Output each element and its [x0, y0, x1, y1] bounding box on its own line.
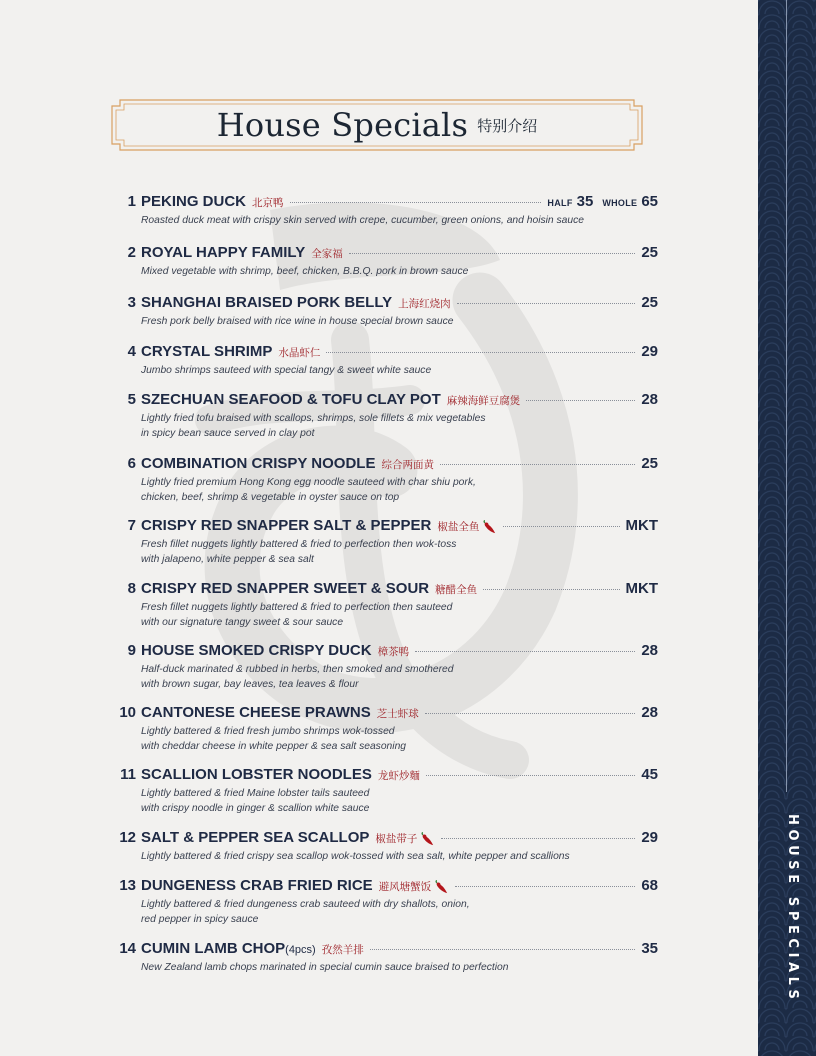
- menu-item-header: [112, 244, 658, 264]
- page-title: [110, 106, 644, 144]
- menu-item-chinese-name: 椒盐带子: [375, 833, 418, 845]
- menu-item-name-text: CRISPY RED SNAPPER SALT & PEPPER: [141, 517, 432, 534]
- menu-item-name-text: SHANGHAI BRAISED PORK BELLY: [141, 294, 393, 311]
- menu-item-description: chicken, beef, shrimp & vegetable in oyster sauce on top: [141, 492, 400, 503]
- dot-leader: [415, 651, 635, 652]
- menu-item-price: MKT: [625, 580, 658, 597]
- menu-item-price: [547, 193, 658, 210]
- menu-item-header: [112, 294, 658, 314]
- sidebar-section-label: HOUSE SPECIALS: [785, 814, 800, 1004]
- menu-item-description: with crispy noodle in ginger & scallion white sauce: [141, 803, 370, 814]
- menu-item-name: [141, 244, 305, 261]
- menu-item-number: 7: [127, 517, 136, 534]
- menu-item-number: 11: [120, 766, 136, 783]
- menu-item-number: 14: [119, 940, 136, 957]
- dot-leader: [426, 775, 635, 776]
- dot-leader: [526, 400, 635, 401]
- menu-item-name-text: DUNGENESS CRAB FRIED RICE: [141, 877, 373, 894]
- menu-item-chinese-name: 椒盐全鱼: [437, 521, 480, 533]
- menu-item-number: 2: [127, 244, 136, 261]
- menu-item-name-text: SCALLION LOBSTER NOODLES: [141, 766, 372, 783]
- menu-item-chinese-name: 北京鸭: [252, 197, 284, 209]
- dot-leader: [425, 713, 636, 714]
- menu-item-chinese-name: 樟茶鸭: [377, 646, 410, 658]
- menu-item-chinese-name: 上海红烧肉: [398, 298, 451, 310]
- dot-leader: [326, 352, 635, 353]
- page-title-chinese: 特别介绍: [477, 116, 538, 135]
- menu-item-number: 8: [127, 580, 136, 597]
- menu-item-name: [141, 580, 429, 597]
- menu-item-price: 25: [641, 455, 658, 472]
- menu-item-header: [112, 642, 658, 662]
- menu-item-chinese-name: 水晶虾仁: [278, 347, 321, 359]
- menu-item-price: 29: [641, 343, 658, 360]
- menu-item-name-text: HOUSE SMOKED CRISPY DUCK: [141, 642, 372, 659]
- menu-item-chinese-name: 龙虾炒麵: [377, 770, 420, 782]
- price-label-whole: WHOLE: [602, 198, 638, 208]
- menu-item-header: [112, 343, 658, 363]
- menu-item: [112, 642, 658, 692]
- menu-item-header: [112, 877, 658, 897]
- menu-item-name: [141, 940, 316, 957]
- menu-item-description: with jalapeno, white pepper & sea salt: [141, 554, 314, 565]
- menu-item-name-text: PEKING DUCK: [141, 193, 247, 210]
- menu-item-number: 9: [127, 642, 136, 659]
- menu-item-chinese-name: 糖醋全鱼: [435, 584, 478, 596]
- dot-leader: [503, 526, 619, 527]
- menu-item-number: 1: [127, 193, 136, 210]
- menu-item-name: [141, 343, 272, 360]
- dot-leader: [440, 464, 635, 465]
- menu-item-description: Lightly battered & fried fresh jumbo shrimps wok-tossed: [141, 726, 395, 737]
- menu-item-price: 28: [641, 704, 658, 721]
- menu-item-description: Fresh pork belly braised with rice wine in house special brown sauce: [141, 316, 454, 327]
- menu-item-name-text: CUMIN LAMB CHOP: [141, 940, 286, 957]
- menu-item-number: 13: [119, 877, 136, 894]
- menu-item-description: Lightly battered & fried crispy sea scallop wok-tossed with sea salt, white pepper and scallions: [141, 851, 570, 862]
- menu-item: [112, 766, 658, 816]
- chili-pepper-icon: [482, 520, 497, 535]
- menu-item: [112, 704, 658, 754]
- menu-item-description: red pepper in spicy sauce: [141, 914, 259, 925]
- menu-item-number: 12: [119, 829, 136, 846]
- menu-item-name: [141, 829, 369, 846]
- menu-item-price: 68: [641, 877, 658, 894]
- menu-item-name-text: SZECHUAN SEAFOOD & TOFU CLAY POT: [141, 391, 441, 408]
- menu-item-price: MKT: [625, 517, 658, 534]
- menu-item-name-text: CRYSTAL SHRIMP: [141, 343, 273, 360]
- menu-item: [112, 391, 658, 441]
- menu-item-description: New Zealand lamb chops marinated in special cumin sauce braised to perfection: [141, 962, 509, 973]
- menu-item-name: [141, 517, 431, 534]
- dot-leader: [455, 886, 635, 887]
- dot-leader: [457, 303, 636, 304]
- menu-item-price: 28: [641, 642, 658, 659]
- menu-item-name: [141, 766, 372, 783]
- menu-item-price: 45: [641, 766, 658, 783]
- menu-item-number: 5: [127, 391, 136, 408]
- menu-item-header: [112, 517, 658, 537]
- dot-leader: [290, 202, 542, 203]
- chili-pepper-icon: [434, 880, 449, 895]
- menu-item-chinese-name: 孜然羊排: [321, 944, 364, 956]
- sidebar: [758, 0, 816, 1056]
- menu-item-header: [112, 766, 658, 786]
- menu-item-description: in spicy bean sauce served in clay pot: [141, 428, 315, 439]
- menu-item-name: [141, 877, 373, 894]
- menu-item-number: 3: [127, 294, 136, 311]
- menu-item-header: [112, 704, 658, 724]
- menu-item: [112, 294, 658, 329]
- menu-item-chinese-name: 综合两面黄: [381, 459, 434, 471]
- menu-item-name: [141, 704, 371, 721]
- menu-item: [112, 877, 658, 927]
- menu-item-header: [112, 940, 658, 960]
- menu-item-name-text: COMBINATION CRISPY NOODLE: [141, 455, 376, 472]
- menu-item: [112, 244, 658, 279]
- menu-item-price: 25: [641, 294, 658, 311]
- menu-item-number: 6: [127, 455, 136, 472]
- menu-item-description: Jumbo shrimps sauteed with special tangy & sweet white sauce: [141, 365, 432, 376]
- menu-item-name: [141, 294, 392, 311]
- price-label-half: HALF: [547, 198, 573, 208]
- page-title-english: House Specials: [216, 106, 469, 144]
- menu-item-name-text: CANTONESE CHEESE PRAWNS: [141, 704, 371, 721]
- menu-item-description: Fresh fillet nuggets lightly battered & fried to perfection then wok-toss: [141, 539, 457, 550]
- menu-item-description: with brown sugar, bay leaves, tea leaves & flour: [141, 679, 359, 690]
- menu-item-description: Half-duck marinated & rubbed in herbs, then smoked and smothered: [141, 664, 454, 675]
- menu-item-name-text: CRISPY RED SNAPPER SWEET & SOUR: [141, 580, 430, 597]
- menu-item-portion: (4pcs): [285, 944, 316, 956]
- menu-item-description: Mixed vegetable with shrimp, beef, chicken, B.B.Q. pork in brown sauce: [141, 266, 469, 277]
- menu-item: [112, 193, 658, 228]
- dot-leader: [441, 838, 635, 839]
- menu-item-description: Lightly fried tofu braised with scallops, shrimps, sole fillets & mix vegetables: [141, 413, 486, 424]
- price-half: 35: [576, 193, 594, 210]
- chili-pepper-icon: [420, 832, 435, 847]
- menu-item-price: 29: [641, 829, 658, 846]
- dot-leader: [370, 949, 636, 950]
- menu-item-price: 35: [641, 940, 658, 957]
- menu-item-chinese-name: 芝士虾球: [376, 708, 419, 720]
- menu-item: [112, 580, 658, 630]
- menu-item-description: with our signature tangy sweet & sour sauce: [141, 617, 344, 628]
- sidebar-divider-line: [786, 0, 787, 792]
- menu-item-name-text: SALT & PEPPER SEA SCALLOP: [141, 829, 370, 846]
- menu-item-chinese-name: 麻辣海鲜豆腐煲: [446, 395, 521, 407]
- menu-item-name: [141, 642, 372, 659]
- title-banner: [110, 98, 644, 152]
- menu-item-description: Fresh fillet nuggets lightly battered & fried to perfection then sauteed: [141, 602, 453, 613]
- menu-item-header: [112, 455, 658, 475]
- dot-leader: [349, 253, 636, 254]
- menu-item-name: [141, 391, 441, 408]
- menu-item-header: [112, 580, 658, 600]
- menu-item: [112, 455, 658, 505]
- menu-item-description: Roasted duck meat with crispy skin served with crepe, cucumber, green onions, and hoisin sauce: [141, 215, 584, 226]
- menu-item-description: Lightly battered & fried Maine lobster tails sauteed: [141, 788, 370, 799]
- menu-item-price: 25: [641, 244, 658, 261]
- menu-item-price: 28: [641, 391, 658, 408]
- menu-item-number: 10: [119, 704, 136, 721]
- menu-item-name: [141, 193, 246, 210]
- menu-item: [112, 940, 658, 975]
- dot-leader: [483, 589, 619, 590]
- menu-item-description: Lightly fried premium Hong Kong egg noodle sauteed with char shiu pork,: [141, 477, 476, 488]
- menu-item: [112, 829, 658, 864]
- menu-item-description: Lightly battered & fried dungeness crab sauteed with dry shallots, onion,: [141, 899, 470, 910]
- menu-item-number: 4: [127, 343, 136, 360]
- menu-item-description: with cheddar cheese in white pepper & sea salt seasoning: [141, 741, 407, 752]
- menu-item-header: [112, 829, 658, 849]
- menu-item-name: [141, 455, 375, 472]
- menu-item-header: [112, 193, 658, 213]
- menu-item-name-text: ROYAL HAPPY FAMILY: [141, 244, 306, 261]
- menu-item-chinese-name: 避风塘蟹饭: [378, 881, 432, 893]
- menu-item-chinese-name: 全家福: [311, 248, 343, 260]
- menu-item-header: [112, 391, 658, 411]
- price-whole: 65: [641, 193, 658, 210]
- menu-item: [112, 343, 658, 378]
- menu-item: [112, 517, 658, 567]
